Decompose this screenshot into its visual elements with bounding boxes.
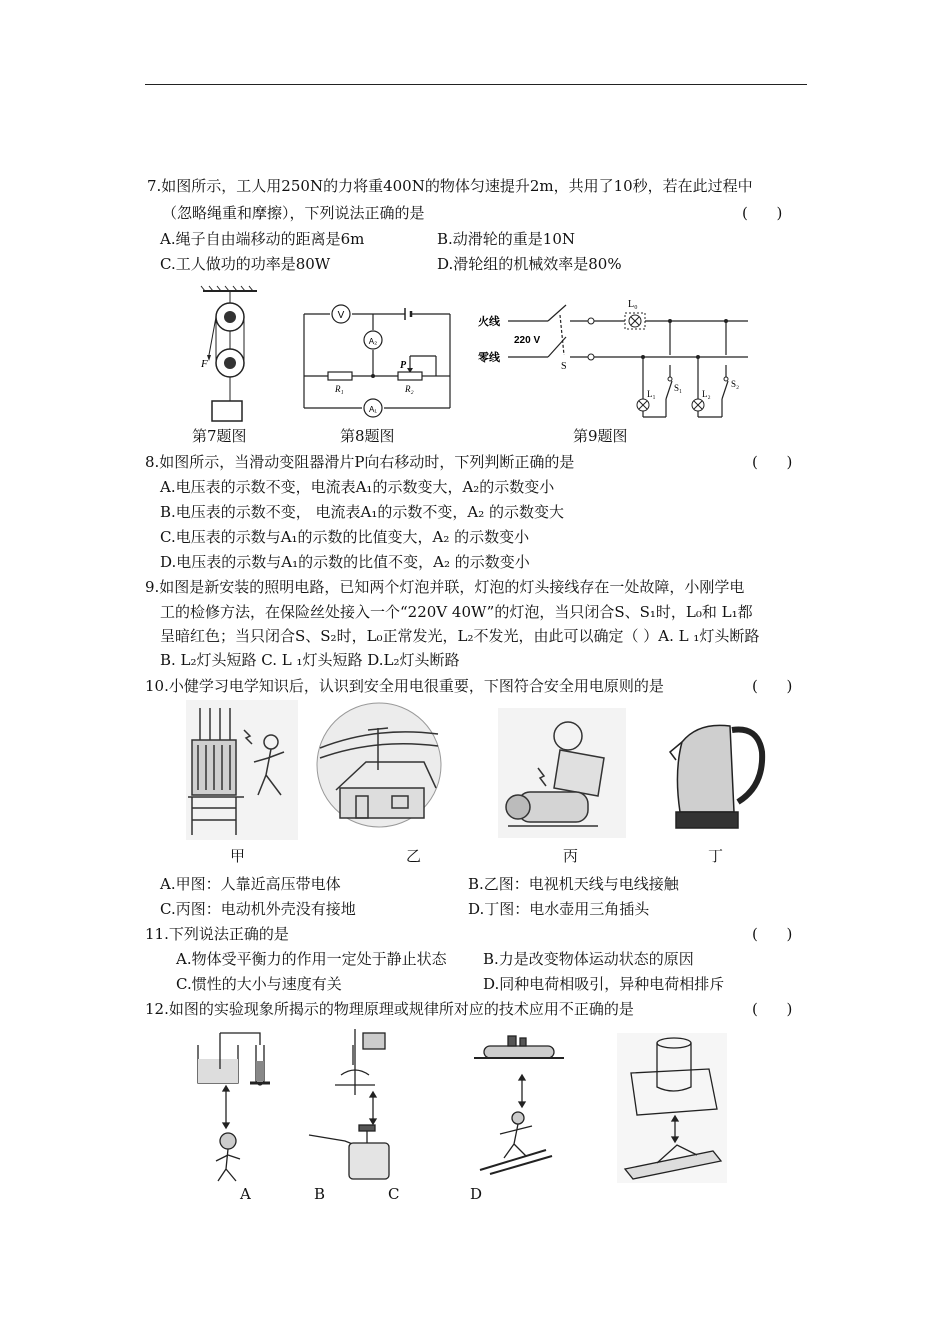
q11-answer-paren: ( )	[752, 925, 793, 943]
q7-stem-line1: 7.如图所示，工人用250N的力将重400N的物体匀速提升2m，共用了10秒，若在此过程中	[147, 177, 753, 195]
figure-7-caption: 第7题图	[192, 427, 247, 445]
q10-stem: 10.小健学习电学知识后，认识到安全用电很重要，下图符合安全用电原则的是	[145, 677, 664, 695]
q7-answer-paren: ( )	[742, 204, 783, 222]
q11-option-b: B.力是改变物体运动状态的原因	[483, 950, 694, 968]
q8-option-b: B.电压表的示数不变， 电流表A₁的示数不变，A₂ 的示数变大	[160, 503, 565, 521]
picture-ding-kettle	[668, 712, 768, 836]
fig8-slider-label: P	[400, 360, 407, 371]
picture-12-caption-a: A	[240, 1185, 251, 1203]
fig8-r1-label: R₁	[335, 384, 344, 394]
q8-stem: 8.如图所示，当滑动变阻器滑片P向右移动时，下列判断正确的是	[145, 453, 575, 471]
picture-12a-liquid-pressure-diver	[190, 1025, 285, 1185]
top-rule	[145, 84, 807, 85]
q8-option-d: D.电压表的示数与A₁的示数的比值不变，A₂ 的示数变小	[160, 553, 530, 571]
picture-yi-caption: 乙	[406, 847, 422, 865]
picture-12-caption-c: C	[388, 1185, 400, 1203]
q8-option-a: A.电压表的示数不变，电流表A₁的示数变大，A₂的示数变小	[160, 478, 555, 496]
q7-option-a: A.绳子自由端移动的距离是6m	[160, 230, 365, 248]
fig8-ammeter-a1-label: A₁	[368, 405, 378, 414]
figure-8-circuit	[300, 300, 455, 420]
picture-bing-motor	[498, 708, 626, 838]
fig9-s1-label: S₁	[674, 383, 683, 393]
picture-12c-sprayer	[305, 1025, 415, 1185]
q10-option-a: A.甲图：人靠近高压带电体	[160, 875, 341, 893]
q10-option-d: D.丁图：电水壶用三角插头	[468, 900, 650, 918]
figure-9-caption: 第9题图	[573, 427, 628, 445]
fig9-neutral-wire-label: 零线	[478, 351, 500, 364]
fig9-l0-label: L₀	[628, 299, 638, 310]
picture-bing-caption: 丙	[563, 847, 579, 865]
picture-12-cup-paper-experiment	[617, 1033, 727, 1183]
q7-option-d: D.滑轮组的机械效率是80%	[437, 255, 622, 273]
fig9-voltage-label: 220 V	[514, 335, 541, 346]
q11-stem: 11.下列说法正确的是	[145, 925, 289, 943]
fig8-r2-label: R₂	[405, 384, 414, 394]
q8-option-c: C.电压表的示数与A₁的示数的比值变大，A₂ 的示数变小	[160, 528, 530, 546]
q9-line1: 9.如图是新安装的照明电路，已知两个灯泡并联，灯泡的灯头接线存在一处故障，小刚学电	[145, 578, 745, 596]
fig9-s2-label: S₂	[731, 379, 740, 389]
fig7-force-label: F	[201, 358, 208, 370]
fig9-s-label: S	[561, 361, 567, 372]
q9-line3: 呈暗红色；当只闭合S、S₂时，L₀正常发光，L₂不发光，由此可以确定（ ）A. L ₁灯头断路	[160, 627, 760, 645]
q10-option-c: C.丙图：电动机外壳没有接地	[160, 900, 356, 918]
fig8-voltmeter-label: V	[337, 310, 345, 321]
figure-7-pulley	[195, 285, 265, 425]
picture-12-caption-d: D	[470, 1185, 483, 1203]
q11-option-d: D.同种电荷相吸引，异种电荷相排斥	[483, 975, 725, 993]
fig9-l1-label: L₁	[647, 389, 656, 399]
q7-option-c: C.工人做功的功率是80W	[160, 255, 331, 273]
picture-12d-skier	[470, 1030, 570, 1180]
fig9-live-wire-label: 火线	[478, 315, 500, 328]
picture-jia-caption: 甲	[230, 847, 246, 865]
q10-answer-paren: ( )	[752, 677, 793, 695]
q7-option-b: B.动滑轮的重是10N	[437, 230, 576, 248]
q12-stem: 12.如图的实验现象所揭示的物理原理或规律所对应的技术应用不正确的是	[145, 1000, 634, 1018]
q7-stem-line2: （忽略绳重和摩擦），下列说法正确的是	[162, 204, 425, 222]
q11-option-a: A.物体受平衡力的作用一定处于静止状态	[176, 950, 447, 968]
q10-option-b: B.乙图：电视机天线与电线接触	[468, 875, 679, 893]
fig9-l2-label: L₂	[702, 389, 711, 399]
picture-ding-caption: 丁	[708, 847, 724, 865]
picture-jia-high-voltage	[186, 700, 298, 840]
picture-yi-antenna	[316, 700, 442, 830]
picture-12-caption-b: B	[314, 1185, 326, 1203]
q9-line2: 工的检修方法，在保险丝处接入一个“220V 40W”的灯泡，当只闭合S、S₁时，L₀和 L₁都	[160, 603, 753, 621]
q8-answer-paren: ( )	[752, 453, 793, 471]
q11-option-c: C.惯性的大小与速度有关	[176, 975, 342, 993]
q12-answer-paren: ( )	[752, 1000, 793, 1018]
q9-line4: B. L₂灯头短路 C. L ₁灯头短路 D.L₂灯头断路	[160, 651, 460, 669]
figure-8-caption: 第8题图	[340, 427, 395, 445]
figure-9-lighting-circuit	[478, 295, 753, 425]
fig8-ammeter-a2-label: A₂	[368, 337, 378, 346]
